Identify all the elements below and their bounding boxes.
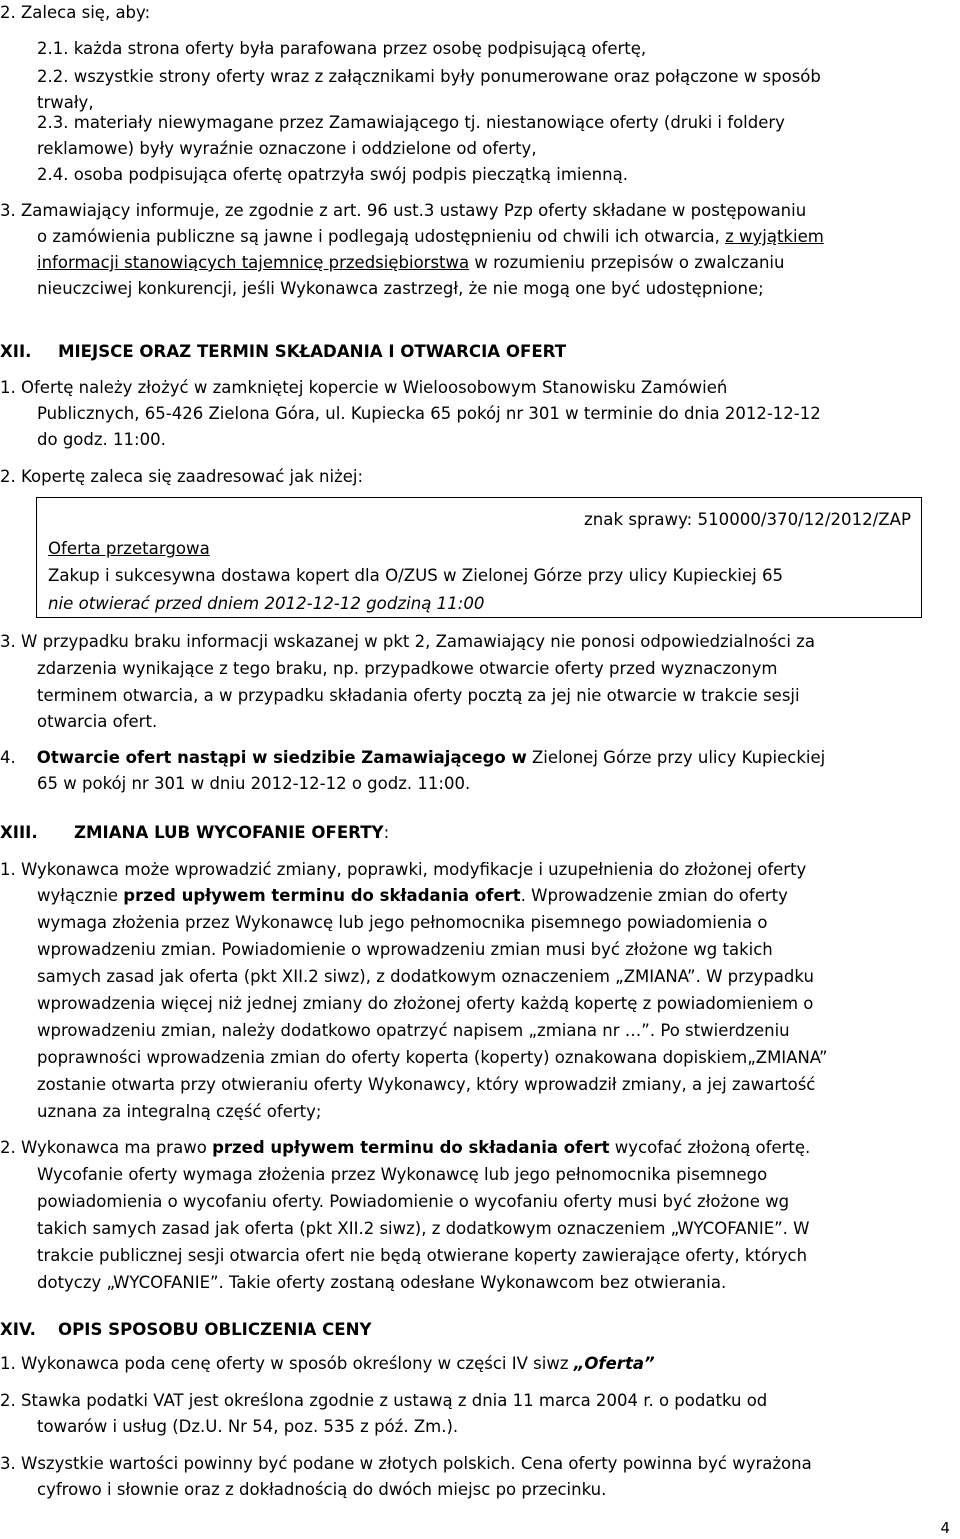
section-xiv-number: XIV.	[0, 1320, 36, 1339]
item-2-2-line1: 2.2. wszystkie strony oferty wraz z załącznikami były ponumerowane oraz połączone w sposób	[37, 67, 821, 86]
xiii-1-line1: 1. Wykonawca może wprowadzić zmiany, poprawki, modyfikacje i uzupełnienia do złożonej oferty	[0, 860, 807, 879]
xii-4-rest: Zielonej Górze przy ulicy Kupieckiej	[526, 748, 826, 767]
xiii-2-line1-c: wycofać złożoną ofertę.	[609, 1138, 811, 1157]
item-2-4: 2.4. osoba podpisująca ofertę opatrzyła swój podpis pieczątką imienną.	[37, 165, 628, 184]
xii-3-line2: zdarzenia wynikające z tego braku, np. przypadkowe otwarcie oferty przed wyznaczonym	[37, 659, 778, 678]
xiii-1-line5: samych zasad jak oferta (pkt XII.2 siwz), z dodatkowym oznaczeniem „ZMIANA”. W przypadku	[37, 967, 814, 986]
xiii-2-line2: Wycofanie oferty wymaga złożenia przez Wykonawcę lub jego pełnomocnika pisemnego	[37, 1165, 768, 1184]
xii-1-line1: 1. Ofertę należy złożyć w zamkniętej kopercie w Wieloosobowym Stanowisku Zamówień	[0, 378, 728, 397]
item-2-heading: 2. Zaleca się, aby:	[0, 3, 151, 22]
section-xiv-heading	[0, 1318, 372, 1342]
section-xiv-title: OPIS SPOSOBU OBLICZENIA CENY	[58, 1320, 372, 1339]
xiv-3-line1: 3. Wszystkie wartości powinny być podane w złotych polskich. Cena oferty powinna być wyrażona	[0, 1454, 812, 1473]
p3-line3-underlined: informacji stanowiących tajemnicę przedsiębiorstwa	[37, 253, 470, 272]
xii-4-line2: 65 w pokój nr 301 w dniu 2012-12-12 o godz. 11:00.	[37, 774, 471, 793]
xiii-1-line3: wymaga złożenia przez Wykonawcę lub jego pełnomocnika pisemnego powiadomienia o	[37, 913, 768, 932]
xiii-1-line9: zostanie otwarta przy otwieraniu oferty Wykonawcy, który wprowadził zmiany, a jej zawartość	[37, 1075, 816, 1094]
xiii-2-line1-bold: przed upływem terminu do składania ofert	[212, 1138, 610, 1157]
xii-4-bold: Otwarcie ofert nastąpi w siedzibie Zamawiającego w	[36, 748, 527, 767]
xiii-1-line7: wprowadzeniu zmian, należy dodatkowo opatrzyć napisem „zmiana nr …”. Po stwierdzeniu	[37, 1021, 790, 1040]
section-xiii-heading	[0, 821, 389, 845]
page-number: 4	[940, 1519, 950, 1537]
case-reference: znak sprawy: 510000/370/12/2012/ZAP	[584, 510, 911, 529]
item-2-3-line1: 2.3. materiały niewymagane przez Zamawiającego tj. niestanowiące oferty (druki i foldery	[37, 113, 785, 132]
section-xii-title: MIEJSCE ORAZ TERMIN SKŁADANIA I OTWARCIA OFERT	[58, 342, 567, 361]
xiv-2-line1: 2. Stawka podatki VAT jest określona zgodnie z ustawą z dnia 11 marca 2004 r. o podatku od	[0, 1391, 768, 1410]
xiii-2-line3: powiadomienia o wycofaniu oferty. Powiadomienie o wycofaniu oferty musi być złożone wg	[37, 1192, 790, 1211]
xiii-2-line1-a: 2. Wykonawca ma prawo	[0, 1138, 213, 1157]
section-xiii-colon: :	[383, 823, 390, 842]
item-2-3-line2: reklamowe) były wyraźnie oznaczone i oddzielone od oferty,	[37, 139, 537, 158]
xiii-2-line5: trakcie publicznej sesji otwarcia ofert nie będą otwierane koperty zawierające oferty, których	[37, 1246, 808, 1265]
section-xii-number: XII.	[0, 342, 32, 361]
xii-1-line3: do godz. 11:00.	[37, 430, 166, 449]
xiv-1	[0, 1354, 955, 1374]
xiii-1-line10: uznana za integralną część oferty;	[37, 1102, 322, 1121]
xiii-2-line4: takich samych zasad jak oferta (pkt XII.2 siwz), z dodatkowym oznaczeniem „WYCOFANIE”. W	[37, 1219, 810, 1238]
xiii-1-line2-bold: przed upływem terminu do składania ofert	[123, 886, 521, 905]
item-2-1: 2.1. każda strona oferty była parafowana przez osobę podpisującą ofertę,	[37, 39, 647, 58]
xii-3-line4: otwarcia ofert.	[37, 712, 158, 731]
p3-line3-text: w rozumieniu przepisów o zwalczaniu	[469, 253, 785, 272]
p3-line2-underlined: z wyjątkiem	[725, 227, 824, 246]
p3-line1: 3. Zamawiający informuje, ze zgodnie z art. 96 ust.3 ustawy Pzp oferty składane w postępowaniu	[0, 201, 807, 220]
xii-3-line3: terminem otwarcia, a w przypadku składania oferty pocztą za jej nie otwarcie w trakcie sesji	[37, 686, 800, 705]
offer-description: Zakup i sukcesywna dostawa kopert dla O/ZUS w Zielonej Górze przy ulicy Kupieckiej 65	[48, 566, 784, 585]
p3-line2-text: o zamówienia publiczne są jawne i podlegają udostępnieniu od chwili ich otwarcia,	[37, 227, 726, 246]
xiv-1-text: 1. Wykonawca poda cenę oferty w sposób określony w części IV siwz	[0, 1354, 574, 1373]
section-xii-heading	[0, 340, 566, 364]
item-2-2-line2: trwały,	[37, 93, 94, 112]
xiv-2-line2: towarów i usług (Dz.U. Nr 54, poz. 535 z póź. Zm.).	[37, 1417, 459, 1436]
offer-title: Oferta przetargowa	[48, 539, 210, 558]
xii-4-number: 4.	[0, 748, 16, 767]
xii-1-line2: Publicznych, 65-426 Zielona Góra, ul. Kupiecka 65 pokój nr 301 w terminie do dnia 2012-12-12	[37, 404, 821, 423]
xii-4-line1	[0, 748, 955, 768]
xiii-2-line1	[0, 1138, 955, 1158]
p3-line2	[37, 227, 955, 247]
p3-line4: nieuczciwej konkurencji, jeśli Wykonawca zastrzegł, że nie mogą one być udostępnione;	[37, 279, 764, 298]
xii-3-line1: 3. W przypadku braku informacji wskazanej w pkt 2, Zamawiający nie ponosi odpowiedzialności za	[0, 632, 815, 651]
xiii-1-line2	[37, 886, 955, 906]
address-box	[36, 497, 922, 618]
xiii-1-line4: wprowadzeniu zmian. Powiadomienie o wprowadzeniu zmian musi być złożone wg takich	[37, 940, 773, 959]
xiii-2-line6: dotyczy „WYCOFANIE”. Takie oferty zostaną odesłane Wykonawcom bez otwierania.	[37, 1273, 727, 1292]
xii-2: 2. Kopertę zaleca się zaadresować jak niżej:	[0, 467, 364, 486]
xiii-1-line6: wprowadzenia więcej niż jednej zmiany do złożonej oferty każdą kopertę z powiadomieniem o	[37, 994, 814, 1013]
section-xiii-title: ZMIANA LUB WYCOFANIE OFERTY	[74, 823, 384, 842]
xiii-1-line8: poprawności wprowadzenia zmian do oferty koperta (koperty) oznakowana dopiskiem„ZMIANA”	[37, 1048, 828, 1067]
section-xiii-number: XIII.	[0, 823, 38, 842]
xiv-1-bold: „Oferta”	[573, 1354, 655, 1373]
xiv-3-line2: cyfrowo i słownie oraz z dokładnością do dwóch miejsc po przecinku.	[37, 1480, 607, 1499]
xiii-1-line2-c: . Wprowadzenie zmian do oferty	[520, 886, 788, 905]
p3-line3	[37, 253, 955, 273]
do-not-open-note: nie otwierać przed dniem 2012-12-12 godziną 11:00	[48, 594, 485, 613]
xiii-1-line2-a: wyłącznie	[37, 886, 124, 905]
